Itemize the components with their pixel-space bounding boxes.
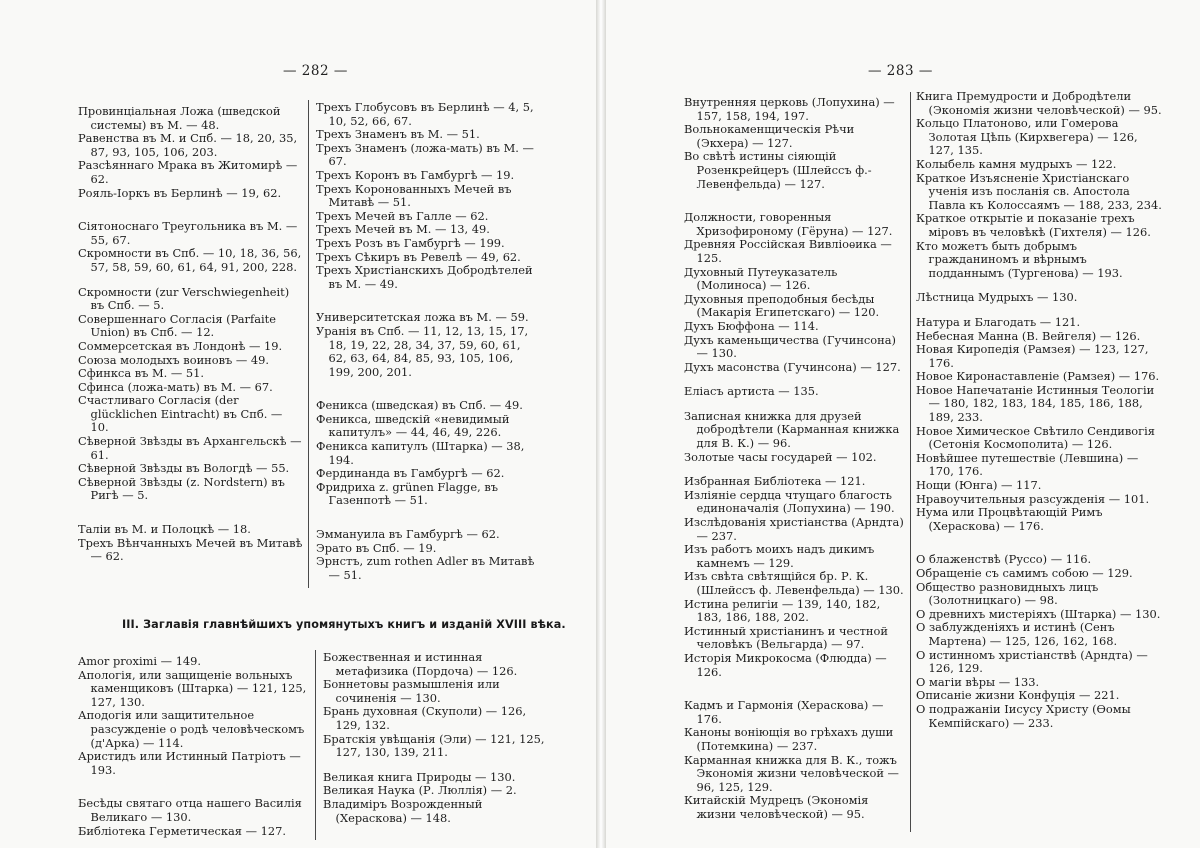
index-entry: Новая Киропедія (Рамзея) — 123, 127, 176. bbox=[916, 342, 1149, 370]
index-entry: Краткое Изъясненіе Христіанскаго ученія изъ посланія св. Апостола Павла къ Колоссаямъ — 188, 233, 234. bbox=[916, 170, 1162, 212]
index-entry: Великая Наука (Р. Люллія) — 2. bbox=[323, 783, 517, 798]
index-entry: Феникса, шведскій «невидимый капитулъ» — 44, 46, 49, 226. bbox=[316, 411, 510, 440]
index-entry: Изъ свѣта свѣтящійся бр. Р. К. (Шлейссъ ф. Левенфельда) — 130. bbox=[684, 569, 904, 597]
index-entry: Феникса (шведская) въ Спб. — 49. bbox=[316, 398, 523, 413]
index-entry: Трехъ Христіанскихъ Добродѣтелей въ М. — 49. bbox=[316, 263, 533, 291]
index-entry: Брань духовная (Скуполи) — 126, 129, 132. bbox=[323, 704, 527, 732]
index-entry: Трехъ Коронованныхъ Мечей въ Митавѣ — 51. bbox=[316, 181, 512, 210]
index-entry: Древняя Россійская Вивліоѳика — 125. bbox=[684, 237, 892, 265]
index-entry: Новое Киронаставленіе (Рамзея) — 176. bbox=[916, 369, 1160, 384]
index-entry: Эрато въ Спб. — 19. bbox=[316, 540, 437, 555]
index-entry: Университетская ложа въ М. — 59. bbox=[316, 310, 529, 325]
index-entry: Аподогія или защитительное разсужденіе о родѣ человѣческомъ (д'Арка) — 114. bbox=[78, 708, 305, 750]
index-entry: Божественная и истинная метафизика (Пордоча) — 126. bbox=[323, 651, 518, 678]
index-entry: Истина религіи — 139, 140, 182, 183, 186, 188, 202. bbox=[684, 596, 881, 625]
index-entry: Трехъ Знаменъ въ М. — 51. bbox=[316, 127, 480, 142]
index-entry: Счастливаго Согласія (der glücklichen Eintracht) въ Спб. — 10. bbox=[78, 393, 283, 435]
index-entry: Владиміръ Возрожденный (Хераскова) — 148. bbox=[323, 796, 483, 825]
index-entry: Трехъ Знаменъ (ложа-мать) въ М. — 67. bbox=[316, 140, 534, 169]
index-entry: Разсѣяннаго Мрака въ Житомирѣ — 62. bbox=[78, 158, 298, 186]
index-entry: Небесная Манна (В. Вейгеля) — 126. bbox=[916, 328, 1141, 343]
index-entry: Каноны воніющія во грѣхахъ души (Потемкина) — 237. bbox=[684, 725, 894, 753]
left-column-3 bbox=[78, 655, 310, 845]
index-entry: Фердинанда въ Гамбургѣ — 62. bbox=[316, 466, 505, 481]
index-entry: Духъ каменьщичества (Гучинсона) — 130. bbox=[684, 332, 896, 361]
index-entry: Сѣверной Звѣзды (z. Nordstern) въ Ригѣ — 5. bbox=[78, 474, 285, 503]
index-entry: Колыбель камня мудрыхъ — 122. bbox=[916, 156, 1117, 171]
index-entry: Трехъ Мечей въ М. — 13, 49. bbox=[316, 222, 490, 237]
left-column-2 bbox=[316, 101, 538, 591]
left-column-1 bbox=[78, 105, 303, 595]
index-entry: Изліяніе сердца чтущаго благость единоначалія (Лопухина) — 190. bbox=[684, 487, 895, 516]
book-gutter bbox=[596, 0, 606, 848]
index-entry: Кто можетъ быть добрымъ гражданиномъ и вѣрнымъ подданнымъ (Тургенова) — 193. bbox=[916, 238, 1123, 280]
right-column-2 bbox=[916, 90, 1162, 842]
index-entry: Трехъ Коронъ въ Гамбургѣ — 19. bbox=[316, 167, 515, 182]
index-entry: Вольнокаменщическія Рѣчи (Экхера) — 127. bbox=[684, 122, 855, 150]
index-entry: Трехъ Сѣкиръ въ Ревелѣ — 49, 62. bbox=[316, 249, 521, 264]
index-entry: Таліи въ М. и Полоцкѣ — 18. bbox=[78, 522, 251, 537]
index-entry: Обращеніе съ самимъ собою — 129. bbox=[916, 566, 1133, 580]
right-page bbox=[606, 0, 1200, 848]
index-entry: Сфинса (ложа-мать) въ М. — 67. bbox=[78, 379, 273, 394]
index-entry: Боннетовы размышленія или сочиненія — 130. bbox=[323, 677, 500, 705]
index-entry: О заблужденіяхъ и истинѣ (Сенъ Мартена) — 125, 126, 162, 168. bbox=[916, 620, 1118, 648]
index-entry: Карманная книжка для В. К., тожъ Экономія жизни человѣческой — 96, 125, 129. bbox=[684, 752, 899, 794]
index-entry: Еліасъ артиста — 135. bbox=[684, 384, 819, 399]
index-entry: Союза молодыхъ воиновъ — 49. bbox=[78, 352, 270, 367]
index-entry: Лѣстница Мудрыхъ — 130. bbox=[916, 290, 1078, 305]
index-entry: Трехъ Мечей въ Галле — 62. bbox=[316, 208, 489, 223]
index-entry: Трехъ Розъ въ Гамбургѣ — 199. bbox=[316, 235, 505, 250]
index-entry: Духовныя преподобныя бесѣды (Макарія Египетскаго) — 120. bbox=[684, 291, 880, 320]
index-entry: Общество разновидныхъ лицъ (Золотницкаго) — 98. bbox=[916, 579, 1099, 608]
index-entry: Краткое открытіе и показаніе трехъ міровъ въ человѣкѣ (Гихтеля) — 126. bbox=[916, 211, 1151, 239]
index-entry: О древнихъ мистеріяхъ (Штарка) — 130. bbox=[916, 606, 1161, 621]
index-entry: Золотые часы государей — 102. bbox=[684, 449, 877, 464]
index-entry: Эммануила въ Гамбургѣ — 62. bbox=[316, 527, 500, 542]
index-entry: Феникса капитулъ (Штарка) — 38, 194. bbox=[316, 439, 525, 467]
index-entry: Записная книжка для друзей добродѣтели (Карманная книжка для В. К.) — 96. bbox=[684, 408, 900, 451]
index-entry: Кадмъ и Гармонія (Хераскова) — 176. bbox=[684, 698, 884, 726]
index-entry: Духъ масонства (Гучинсона) — 127. bbox=[684, 359, 901, 374]
index-entry: Сфинкса въ М. — 51. bbox=[78, 366, 205, 381]
index-entry: Библіотека Герметическая — 127. bbox=[78, 823, 286, 838]
index-entry: Изслѣдованія христіанства (Арндта) — 237. bbox=[684, 515, 904, 543]
index-entry: Кольцо Платоново, или Гомерова Золотая Цѣпь (Кирхвегера) — 126, 127, 135. bbox=[916, 116, 1138, 158]
index-entry: Сіятоноснаго Треугольника въ М. — 55, 67. bbox=[78, 219, 298, 247]
index-entry: Во свѣтѣ истины сіяющій Розенкрейцеръ (Шлейссъ ф.-Левенфельда) — 127. bbox=[684, 149, 872, 191]
index-entry: Исторія Микрокосма (Флюдда) — 126. bbox=[684, 650, 887, 679]
index-entry: Новое Химическое Свѣтило Сендивогія (Сетонія Космополита) — 126. bbox=[916, 423, 1155, 452]
index-entry: Скромности (zur Verschwiegenheit) въ Спб. — 5. bbox=[78, 284, 290, 313]
index-entry: Фридриха z. grünen Flagge, въ Газенпотѣ — 51. bbox=[316, 479, 498, 508]
index-entry: Духовный Путеуказатель (Молиноса) — 126. bbox=[684, 264, 838, 293]
page-number-left: — 282 — bbox=[283, 63, 348, 79]
page-number-right: — 283 — bbox=[868, 63, 933, 79]
index-entry: Трехъ Глобусовъ въ Берлинѣ — 4, 5, 10, 52, 66, 67. bbox=[316, 101, 534, 128]
index-entry: Духъ Бюффона — 114. bbox=[684, 318, 819, 333]
index-entry: О подражаніи Іисусу Христу (Ѳомы Кемпійскаго) — 233. bbox=[916, 701, 1131, 730]
index-entry: Amor proximi — 149. bbox=[78, 655, 202, 668]
index-entry: Сѣверной Звѣзды въ Архангельскѣ — 61. bbox=[78, 434, 302, 462]
left-page bbox=[0, 0, 596, 848]
index-entry: Равенства въ М. и Спб. — 18, 20, 35, 87, 93, 105, 106, 203. bbox=[78, 131, 298, 159]
index-entry: Нощи (Юнга) — 117. bbox=[916, 478, 1042, 493]
index-entry: Бесѣды святаго отца нашего Василія Великаго — 130. bbox=[78, 796, 302, 824]
index-entry: Китайскій Мудрецъ (Экономія жизни человѣческой) — 95. bbox=[684, 793, 869, 821]
index-entry: Книга Премудрости и Добродѣтели (Экономія жизни человѣческой) — 95. bbox=[916, 90, 1162, 117]
index-entry: Уранія въ Спб. — 11, 12, 13, 15, 17, 18, 19, 22, 28, 34, 37, 59, 60, 61, 62, 63, 64, 84, 85, 93, 105, 106, 199, 200, 201. bbox=[316, 323, 529, 379]
right-column-1 bbox=[684, 96, 906, 841]
index-entry: Нума или Процвѣтающій Римъ (Хераскова) — 176. bbox=[916, 505, 1103, 533]
index-entry: Истинный христіанинъ и честной человѣкъ (Вельгарда) — 97. bbox=[684, 623, 888, 652]
index-entry: Эрнстъ, zum rothen Adler въ Митавѣ — 51. bbox=[316, 554, 535, 582]
index-entry: О истинномъ христіанствѣ (Арндта) — 126, 129. bbox=[916, 647, 1148, 676]
index-entry: Натура и Благодать — 121. bbox=[916, 314, 1081, 329]
index-entry: Новое Напечатаніе Истинныя Теологіи — 180, 182, 183, 184, 185, 186, 188, 189, 233. bbox=[916, 382, 1155, 425]
column-divider bbox=[910, 92, 911, 832]
index-entry: Должности, говоренныя Хризофироному (Гёруна) — 127. bbox=[684, 210, 893, 238]
index-entry: Внутренняя церковь (Лопухина) — 157, 158, 194, 197. bbox=[684, 96, 895, 123]
index-entry: Избранная Библіотека — 121. bbox=[684, 474, 866, 489]
index-entry: Братскія увѣщанія (Эли) — 121, 125, 127, 130, 139, 211. bbox=[323, 731, 545, 760]
section-heading: III. Заглавія главнѣйшихъ упомянутыхъ книгъ и изданій XVIII вѣка. bbox=[122, 618, 566, 631]
index-entry: Соммерсетская въ Лондонѣ — 19. bbox=[78, 338, 283, 353]
index-entry: Скромности въ Спб. — 10, 18, 36, 56, 57, 58, 59, 60, 61, 64, 91, 200, 228. bbox=[78, 246, 302, 274]
column-divider bbox=[315, 650, 316, 840]
index-entry: Новѣйшее путешествіе (Левшина) — 170, 176. bbox=[916, 450, 1139, 479]
index-entry: Совершеннаго Согласія (Parfaite Union) въ Спб. — 12. bbox=[78, 311, 276, 340]
index-entry: О блаженствѣ (Руссо) — 116. bbox=[916, 552, 1092, 567]
index-entry: Великая книга Природы — 130. bbox=[323, 769, 516, 784]
index-entry: Апологія, или защищеніе вольныхъ каменщиковъ (Штарка) — 121, 125, 127, 130. bbox=[78, 667, 307, 709]
index-entry: Изъ работъ моихъ надъ дикимъ камнемъ — 129. bbox=[684, 542, 875, 570]
index-entry: Трехъ Вѣнчанныхъ Мечей въ Митавѣ — 62. bbox=[78, 535, 303, 564]
left-column-4 bbox=[323, 651, 551, 841]
index-entry: Описаніе жизни Конфуція — 221. bbox=[916, 688, 1120, 703]
index-entry: Сѣверной Звѣзды въ Вологдѣ — 55. bbox=[78, 461, 290, 476]
index-entry: Провинціальная Ложа (шведской системы) въ М. — 48. bbox=[78, 105, 281, 132]
index-entry: О магіи вѣры — 133. bbox=[916, 674, 1040, 689]
index-entry: Рояль-Іоркъ въ Берлинѣ — 19, 62. bbox=[78, 185, 282, 200]
index-entry: Нравоучительныя разсужденія — 101. bbox=[916, 491, 1150, 506]
index-entry: Аристидъ или Истинный Патріотъ — 193. bbox=[78, 749, 301, 777]
column-divider bbox=[308, 100, 309, 588]
